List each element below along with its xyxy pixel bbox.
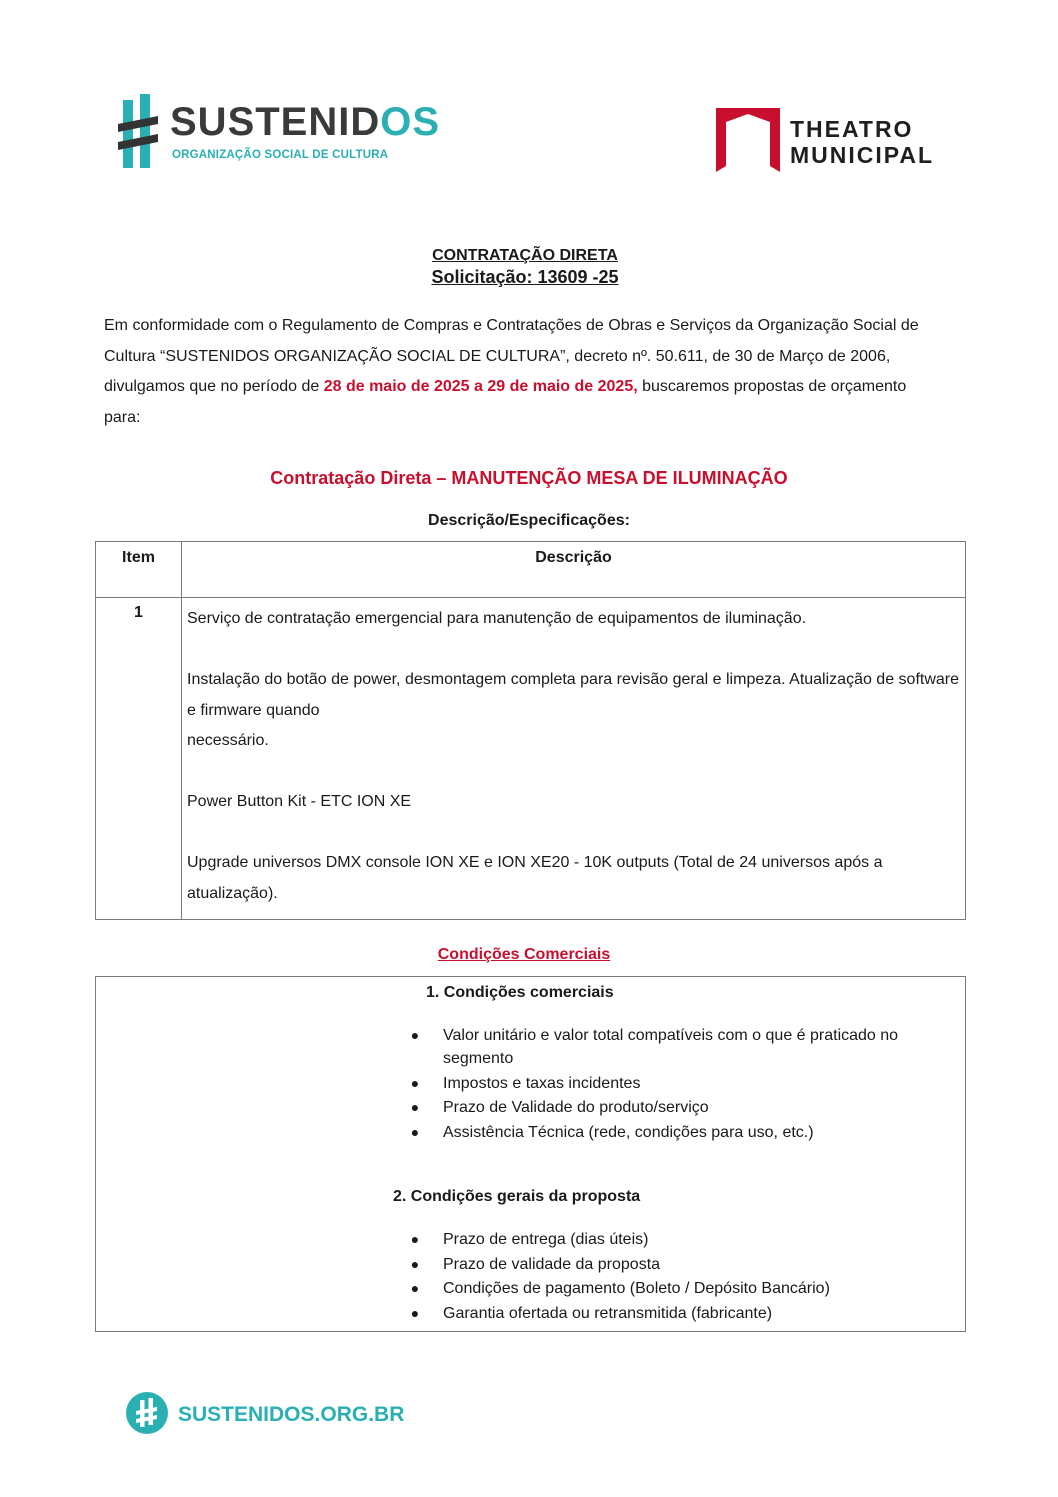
conditions-box (95, 976, 966, 1332)
bullet-icon: ● (410, 1231, 420, 1247)
request-number: Solicitação: 13609 -25 (431, 267, 619, 287)
list-item: ● Prazo de validade da proposta (416, 1253, 946, 1276)
theatro-municipal-logo (716, 108, 956, 178)
footer-logo (126, 1392, 405, 1436)
header-description: Descrição (182, 542, 966, 598)
bullet-icon: ● (410, 1123, 420, 1140)
bullet-icon: ● (410, 1027, 420, 1043)
list-item: ● Prazo de Validade do produto/serviço (416, 1096, 946, 1119)
theatro-arch-icon (716, 108, 780, 172)
logo-theatro: THEATRO (790, 116, 914, 142)
description-line: necessário. (187, 732, 269, 749)
list-item: ● Condições de pagamento (Boleto / Depósito Bancário) (416, 1277, 946, 1300)
table-row (96, 598, 966, 920)
header-item: Item (96, 542, 182, 598)
footer-website: SUSTENIDOS.ORG.BR (178, 1403, 405, 1426)
intro-paragraph: Em conformidade com o Regulamento de Compras e Contratações de Obras e Serviços da Organização Social de Cultura “SUSTENIDOS ORGANIZAÇÃO SOCIAL DE CULTURA”, decreto nº. 50.611, de 30 de Março de 2006, divulgamos que no período de 28 de maio de 2025 a 29 de maio de 2025, buscaremos propostas de orçamento para: (104, 317, 919, 426)
logo-subtitle: ORGANIZAÇÃO SOCIAL DE CULTURA (172, 149, 389, 161)
list-item: ● Garantia ofertada ou retransmitida (fabricante) (416, 1302, 946, 1325)
sustenidos-hash-icon (118, 94, 166, 172)
description-line: Instalação do botão de power, desmontagem completa para revisão geral e limpeza. Atualização de software e firmware quando (187, 671, 960, 719)
bullet-icon: ● (410, 1099, 420, 1115)
logo-municipal: MUNICIPAL (790, 142, 935, 168)
bullet-icon: ● (410, 1074, 420, 1091)
description-line: Serviço de contratação emergencial para manutenção de equipamentos de iluminação. (187, 610, 807, 627)
conditions-list-2 (410, 1228, 946, 1326)
section-title: Contratação Direta – MANUTENÇÃO MESA DE ILUMINAÇÃO (270, 468, 788, 488)
sustenidos-logo (118, 94, 441, 174)
spec-title: Descrição/Especificações: (428, 512, 630, 529)
list-item: ● Assistência Técnica (rede, condições para uso, etc.) (416, 1121, 946, 1144)
description-line: Upgrade universos DMX console ION XE e ION XE20 - 10K outputs (Total de 24 universos após a atualização). (187, 854, 883, 902)
row-description (182, 598, 966, 920)
table-header-row (96, 542, 966, 598)
bullet-icon: ● (410, 1280, 420, 1296)
sustenidos-circle-icon (126, 1392, 168, 1434)
list-item: ● Valor unitário e valor total compatíveis com o que é praticado no segmento (416, 1024, 946, 1070)
list-item: ● Impostos e taxas incidentes (416, 1072, 946, 1095)
document-type: CONTRATAÇÃO DIRETA (432, 247, 618, 264)
conditions-heading-1: 1. Condições comerciais (426, 984, 614, 1001)
logo-brand-text: SUSTENIDOS (170, 100, 441, 144)
period-highlight: 28 de maio de 2025 a 29 de maio de 2025, (323, 378, 638, 395)
conditions-title: Condições Comerciais (437, 946, 611, 963)
conditions-heading-2: 2. Condições gerais da proposta (393, 1188, 641, 1205)
conditions-list-1 (410, 1024, 946, 1145)
description-line: Power Button Kit - ETC ION XE (187, 793, 412, 810)
bullet-icon: ● (410, 1304, 420, 1321)
spec-table (95, 541, 966, 920)
list-item: ● Prazo de entrega (dias úteis) (416, 1228, 946, 1251)
row-item-number: 1 (96, 598, 182, 920)
bullet-icon: ● (410, 1255, 420, 1272)
